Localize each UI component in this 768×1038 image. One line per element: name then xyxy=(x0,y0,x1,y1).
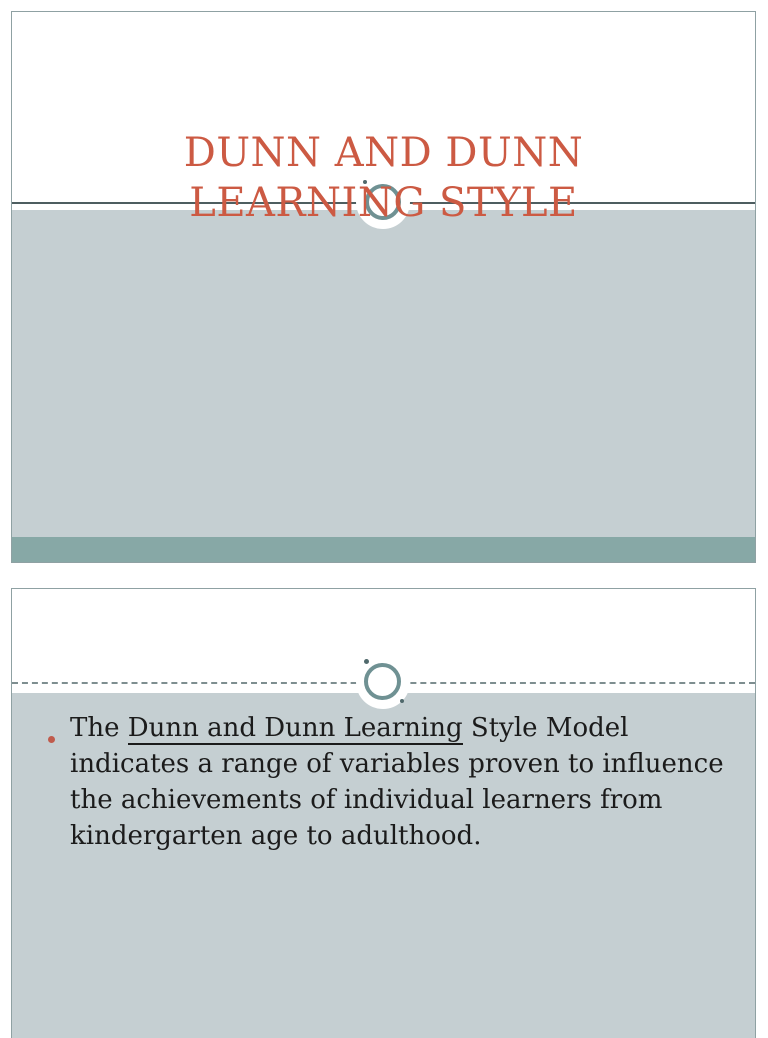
bullet-paragraph xyxy=(70,710,724,854)
content-slide xyxy=(11,588,756,1038)
bullet-marker-icon xyxy=(48,736,55,743)
bullet-line1-pre: The xyxy=(70,713,128,743)
bullet-line-3: the achievements of individual learners from xyxy=(70,785,663,815)
bullet-line1-post: Style Model xyxy=(462,713,629,743)
accent-dot-icon xyxy=(400,699,404,703)
slide1-title-line2: LEARNING STYLE xyxy=(189,180,578,226)
circle-ring-icon xyxy=(364,663,401,700)
accent-dot-icon xyxy=(364,659,369,664)
slide1-footer-bar xyxy=(12,537,755,563)
bullet-item xyxy=(48,710,724,854)
slide1-gray-band xyxy=(12,210,755,537)
bullet-line-4: kindergarten age to adulthood. xyxy=(70,821,482,851)
bullet-line-2: indicates a range of variables proven to influence xyxy=(70,749,724,779)
slide1-title-line1: DUNN AND DUNN xyxy=(183,130,584,176)
slide1-title xyxy=(12,128,755,228)
title-slide xyxy=(11,11,756,563)
bullet-line1-underlined: Dunn and Dunn Learning xyxy=(127,713,463,743)
bullet-line-1 xyxy=(70,710,724,746)
